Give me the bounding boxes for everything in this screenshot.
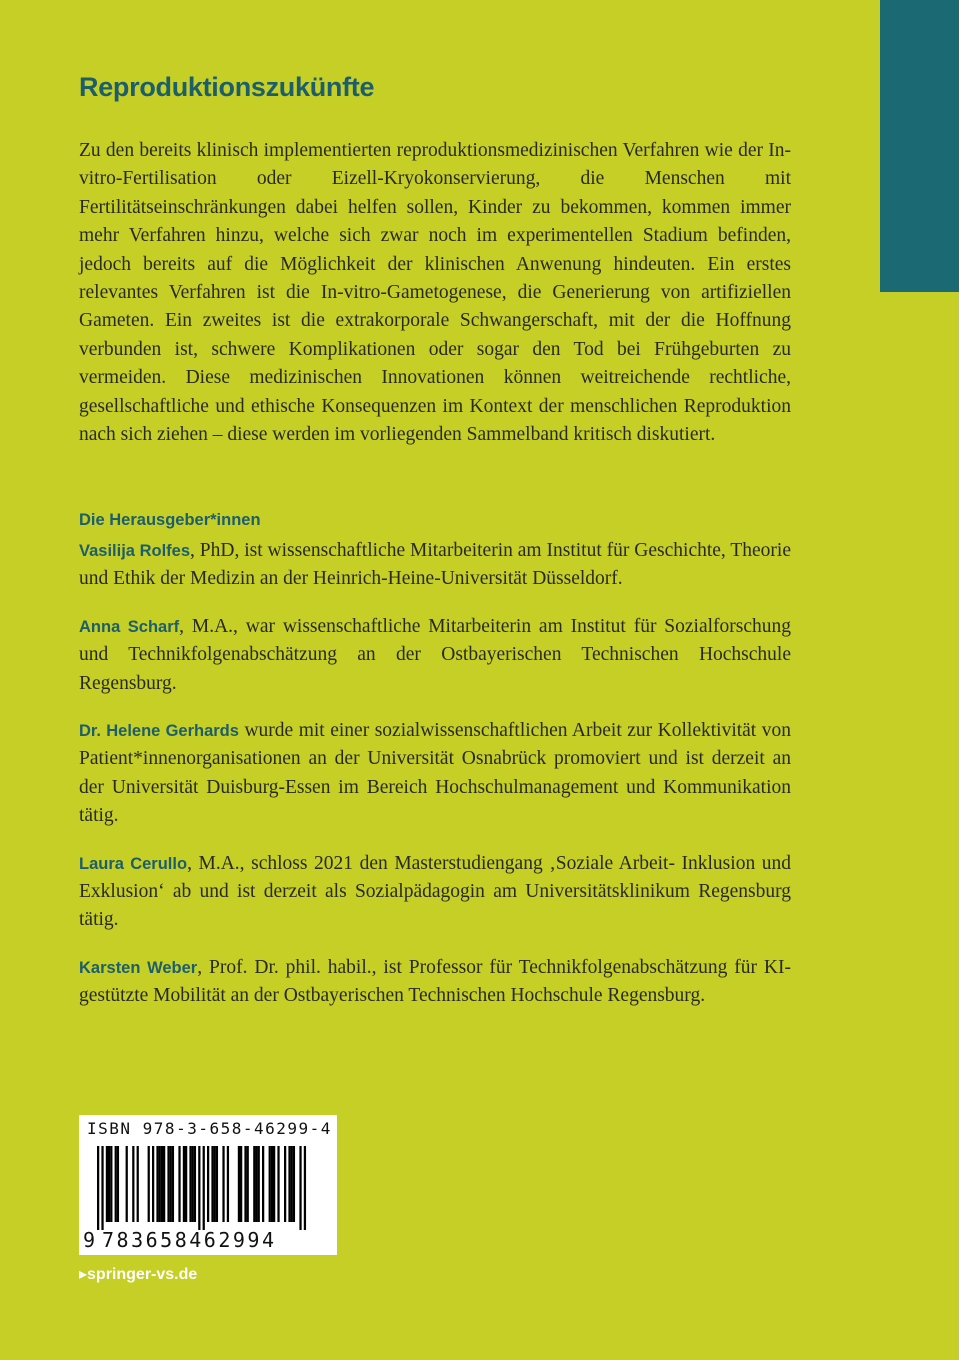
barcode-bar — [167, 1146, 169, 1222]
book-title: Reproduktionszukünfte — [79, 72, 375, 102]
barcode-bar — [271, 1146, 273, 1222]
website-text: springer-vs.de — [87, 1266, 198, 1283]
barcode-bar — [214, 1146, 216, 1222]
barcode-bar — [172, 1146, 174, 1222]
barcode-bar — [183, 1146, 185, 1222]
barcode-bar — [163, 1146, 165, 1222]
barcode-bar — [189, 1146, 191, 1222]
barcode-bar — [211, 1146, 213, 1222]
barcode-bar — [222, 1146, 224, 1222]
editor-bio: , M.A., war wissenschaftliche Mitarbeiterin am Institut für Sozialforschung und Technikfolgenabschätzung an der Ostbayerischen Technischen Hochschule Regensburg. — [79, 615, 791, 694]
isbn-barcode — [79, 1115, 337, 1255]
barcode-bar — [137, 1146, 139, 1222]
editor-bio: wurde mit einer sozialwissenschaftlichen Arbeit zur Kollektivität von Patient*innenorganisationen an der Universität Osnabrück promoviert und ist derzeit an der Universität Duisburg-Essen im Bereich Hochschulmanagement und Kommunikation tätig. — [79, 720, 791, 827]
editor-bio: , M.A., schloss 2021 den Masterstudiengang ‚Soziale Arbeit- Inklusion und Exklusion‘ ab und ist derzeit als Sozialpädagogin am Universitätsklinikum Regensburg tätig. — [79, 852, 792, 931]
barcode-bar — [203, 1146, 205, 1230]
isbn-label: ISBN 978-3-658-46299-4 — [87, 1119, 332, 1138]
editor-bio: , PhD, ist wissenschaftliche Mitarbeiterin am Institut für Geschichte, Theorie und Ethik der Medizin an der Heinrich-Heine-Universität Düsseldorf. — [79, 540, 791, 590]
editor-entry — [79, 850, 791, 935]
editor-entry — [79, 537, 791, 594]
editor-name: Dr. Helene Gerhards — [79, 722, 239, 741]
editor-entry — [79, 613, 791, 698]
publisher-website[interactable] — [79, 1264, 197, 1284]
barcode-bar — [269, 1146, 271, 1222]
barcode-bar — [288, 1146, 290, 1222]
barcode-bar — [159, 1146, 161, 1222]
editor-name: Karsten Weber — [79, 958, 198, 977]
barcode-bar — [101, 1146, 103, 1230]
barcode-bar — [293, 1146, 295, 1222]
barcode-bar — [253, 1146, 255, 1222]
triangle-right-icon: ▸ — [79, 1266, 88, 1283]
barcode-bar — [178, 1146, 180, 1222]
barcode-bar — [132, 1146, 134, 1222]
barcode-bar — [240, 1146, 242, 1222]
barcode-bar — [244, 1146, 246, 1222]
barcode-bar — [106, 1146, 108, 1222]
book-blurb: Zu den bereits klinisch implementierten reproduktionsmedizinischen Verfahren wie der In-vitro-Fertilisation oder Eizell-Kryokonservierung, die Menschen mit Fertilitätseinschränkungen dabei helfen sollen, Kinder zu bekommen, kommen immer mehr Verfahren hinzu, welche sich zwar noch im experimentellen Stadium befinden, jedoch bereits auf die Möglichkeit der klinischen Anwenung hindeuten. Ein erstes relevantes Verfahren ist die In-vitro-Gametogenese, die Generierung von artifiziellen Gameten. Ein zweites ist die extrakorporale Schwangerschaft, mit der die Hoffnung verbunden ist, schwere Komplikationen oder sogar den Tod bei Frühgeburten zu vermeiden. Diese medizinischen Innovationen können weitreichende rechtliche, gesellschaftliche und ethische Konsequenzen im Kontext der menschlichen Reproduktion nach sich ziehen – diese werden im vorliegenden Sammelband kritisch diskutiert. — [79, 140, 791, 446]
barcode-bar — [110, 1146, 112, 1222]
barcode-bar — [262, 1146, 264, 1222]
barcode-bar — [156, 1146, 158, 1222]
barcode-bar — [152, 1146, 154, 1222]
editors-list — [79, 537, 791, 1030]
barcode-bar — [161, 1146, 163, 1222]
barcode-bar — [148, 1146, 150, 1222]
barcode-bar — [194, 1146, 196, 1222]
barcode-bar — [299, 1146, 301, 1230]
barcode-bar — [185, 1146, 187, 1222]
barcode-bar — [258, 1146, 260, 1222]
barcode-bar — [115, 1146, 117, 1222]
barcode-bar — [192, 1146, 194, 1222]
editor-bio: , Prof. Dr. phil. habil., ist Professor für Technikfolgenabschätzung für KI-gestützte Mobilität an der Ostbayerischen Technischen Hochschule Regensburg. — [79, 956, 792, 1007]
ean-first-digit: 9 — [83, 1228, 96, 1252]
barcode-bar — [198, 1146, 200, 1230]
barcode-bar — [304, 1146, 306, 1230]
barcode-bar — [291, 1146, 293, 1222]
barcode-bar — [216, 1146, 218, 1222]
barcode-bar — [227, 1146, 229, 1222]
barcode-bar — [126, 1146, 128, 1222]
barcode-bar — [273, 1146, 275, 1222]
barcode-bar — [255, 1146, 257, 1222]
barcode-bar — [207, 1146, 209, 1222]
editor-entry — [79, 717, 791, 831]
barcode-bar — [97, 1146, 99, 1230]
barcode-bar — [108, 1146, 110, 1222]
editor-name: Vasilija Rolfes — [79, 542, 190, 560]
barcode-bars — [97, 1146, 319, 1230]
cover-accent-tab — [880, 0, 959, 292]
ean-digits: 783658462994 — [102, 1228, 277, 1252]
barcode-bar — [277, 1146, 279, 1222]
barcode-bar — [247, 1146, 249, 1222]
editor-name: Anna Scharf — [79, 617, 180, 636]
barcode-bar — [284, 1146, 286, 1222]
barcode-bar — [170, 1146, 172, 1222]
barcode-bar — [238, 1146, 240, 1222]
editor-name: Laura Cerullo — [79, 854, 188, 873]
editors-heading: Die Herausgeber*innen — [79, 511, 261, 529]
barcode-bar — [117, 1146, 119, 1222]
editor-entry — [79, 954, 791, 1011]
